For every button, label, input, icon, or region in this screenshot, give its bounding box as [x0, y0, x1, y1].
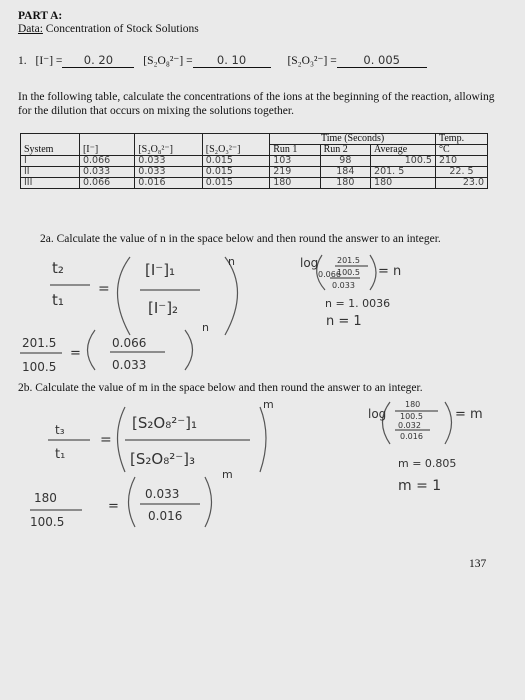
iodide-value: 0. 20 — [62, 53, 134, 68]
hw-exp-n-2: n — [202, 321, 209, 334]
data-heading-line — [18, 23, 199, 35]
hw-log-top: 180 — [405, 400, 421, 409]
table-row — [21, 178, 488, 189]
hw-t1: t₁ — [52, 291, 64, 309]
table-instructions: In the following table, calculate the concentrations of the ions at the beginning of the reaction, allowing for the dilution that occurs on mixing the solutions together. — [18, 91, 495, 117]
hw-equals: = — [100, 432, 112, 448]
hw-i1: [I⁻]₁ — [145, 261, 176, 279]
hw-log: log — [368, 407, 387, 421]
hw-log-top: 201.5 — [337, 256, 360, 265]
hw-eq-n: = n — [378, 264, 402, 279]
hw-s2o8-1: [S₂O₈²⁻]₁ — [132, 414, 198, 432]
hw-log-bot: 100.5 — [337, 268, 360, 277]
hw-log-sub-bot: 0.033 — [332, 281, 355, 290]
iodide-label: [I⁻] = — [35, 55, 63, 67]
hw-equals-2: = — [108, 499, 119, 514]
header-iodide: [I⁻] — [79, 134, 134, 156]
hw-log-sub-top: 0.032 — [398, 421, 421, 430]
cell-average: 201. 5 — [371, 167, 436, 178]
hw-result-m: m = 0.805 — [398, 457, 457, 470]
q2b-handwritten-work — [0, 392, 525, 552]
cell-persulfate: 0.033 — [135, 167, 202, 178]
hw-eq-m: = m — [455, 407, 483, 422]
hw-100: 100.5 — [30, 515, 65, 529]
header-temp: Temp. — [435, 134, 487, 145]
header-time: Time (Seconds) — [270, 134, 436, 145]
cell-run2: 180 — [320, 178, 370, 189]
header-system: System — [21, 134, 80, 156]
cell-temp: 210 — [435, 156, 487, 167]
header-temp-unit: °C — [435, 145, 487, 156]
q1-number: 1. — [18, 55, 27, 67]
hw-rounded-m: m = 1 — [398, 478, 442, 494]
hw-exp-m: m — [263, 398, 274, 411]
hw-100: 100.5 — [22, 360, 57, 374]
cell-iodide: 0.066 — [79, 178, 134, 189]
data-label: Data: — [18, 23, 43, 35]
header-average: Average — [371, 145, 436, 156]
hw-rounded-n: n = 1 — [326, 314, 362, 329]
cell-persulfate: 0.016 — [135, 178, 202, 189]
cell-thiosulfate: 0.015 — [202, 156, 269, 167]
cell-run1: 103 — [270, 156, 320, 167]
cell-temp: 23.0 — [435, 178, 487, 189]
hw-0033: 0.033 — [145, 487, 180, 501]
hw-t2: t₂ — [52, 259, 64, 277]
cell-system: III — [21, 178, 80, 189]
header-persulfate: [S₂O₈²⁻] — [135, 134, 202, 156]
cell-run1: 219 — [270, 167, 320, 178]
q2a-prompt: 2a. Calculate the value of n in the space below and then round the answer to an integer. — [40, 233, 441, 245]
table-row — [21, 167, 488, 178]
q2a-handwritten-work — [0, 245, 525, 380]
hw-exp-m-2: m — [222, 468, 233, 481]
cell-run2: 98 — [320, 156, 370, 167]
cell-average: 100.5 — [371, 156, 436, 167]
hw-log-sub-bot: 0.016 — [400, 432, 423, 441]
cell-average: 180 — [371, 178, 436, 189]
thiosulfate-label: [S₂O₃²⁻] = — [287, 55, 337, 67]
cell-persulfate: 0.033 — [135, 156, 202, 167]
thiosulfate-value: 0. 005 — [337, 53, 427, 68]
hw-0016: 0.016 — [148, 509, 183, 523]
hw-t3: t₃ — [55, 423, 65, 437]
cell-thiosulfate: 0.015 — [202, 178, 269, 189]
cell-iodide: 0.066 — [79, 156, 134, 167]
hw-log: log — [300, 256, 319, 270]
hw-t1: t₁ — [55, 447, 66, 462]
hw-201: 201.5 — [22, 336, 57, 350]
header-run1: Run 1 — [270, 145, 320, 156]
hw-180: 180 — [34, 491, 57, 505]
stock-concentrations-line — [18, 53, 427, 68]
cell-run1: 180 — [270, 178, 320, 189]
hw-0033: 0.033 — [112, 358, 147, 372]
hw-result-n: n = 1. 0036 — [325, 297, 391, 310]
results-table — [20, 133, 488, 189]
header-thiosulfate: [S₂O₃²⁻] — [202, 134, 269, 156]
table-row — [21, 156, 488, 167]
cell-iodide: 0.033 — [79, 167, 134, 178]
part-heading: PART A: — [18, 10, 63, 22]
page-number: 137 — [469, 558, 487, 570]
cell-temp: 22. 5 — [435, 167, 487, 178]
persulfate-label: [S₂O₈²⁻] = — [143, 55, 193, 67]
cell-system: I — [21, 156, 80, 167]
hw-exp-n: n — [228, 255, 235, 268]
cell-system: II — [21, 167, 80, 178]
cell-run2: 184 — [320, 167, 370, 178]
hw-equals-2: = — [70, 346, 81, 361]
hw-log-bot: 100.5 — [400, 412, 423, 421]
hw-0066: 0.066 — [112, 336, 147, 350]
hw-equals: = — [98, 281, 110, 297]
hw-i2: [I⁻]₂ — [148, 299, 179, 317]
cell-thiosulfate: 0.015 — [202, 167, 269, 178]
hw-s2o8-3: [S₂O₈²⁻]₃ — [130, 450, 196, 468]
persulfate-value: 0. 10 — [193, 53, 271, 68]
hw-log-sub-top: 0.066 — [318, 270, 341, 279]
header-run2: Run 2 — [320, 145, 370, 156]
q2b-prompt: 2b. Calculate the value of m in the space below and then round the answer to an integer. — [18, 382, 423, 394]
data-title: Concentration of Stock Solutions — [45, 23, 199, 35]
